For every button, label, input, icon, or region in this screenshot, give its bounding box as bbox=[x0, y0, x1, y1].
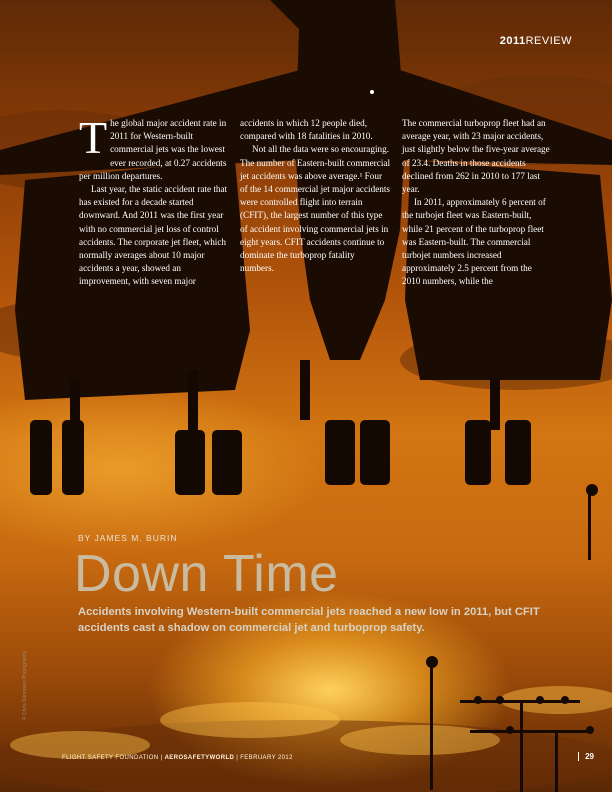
page-footer: FLIGHT SAFETY FOUNDATION | AEROSAFETYWORLD | FEBRUARY 2012 bbox=[62, 755, 293, 761]
section-label: REVIEW bbox=[525, 35, 572, 47]
section-year: 2011 bbox=[499, 35, 526, 47]
deck-subheadline: Accidents involving Western-built commercial jets reached a new low in 2011, but CFIT accidents cast a shadow on commercial jet and turboprop safety. bbox=[78, 606, 540, 634]
paragraph: In 2011, approximately 6 percent of the turbojet fleet was Eastern-built, while 21 percent of the turboprop fleet was Eastern-built. The commercial turbojet numbers increased approximately 2.5 percent from the 2010 numbers, while the bbox=[402, 197, 546, 287]
paragraph: Last year, the static accident rate that has existed for a decade started downward. And 2011 was the first year with no commercial jet loss of control accidents. The corporate jet fleet, which normally averages about 10 major accidents a year, showed an improvement, with seven major bbox=[79, 184, 228, 287]
paragraph: The global major accident rate in 2011 for Western-built commercial jets was the lowest ever recorded, at 0.27 accidents per million departures. bbox=[79, 112, 227, 181]
issue-date: FEBRUARY 2012 bbox=[240, 755, 293, 761]
section-header bbox=[500, 35, 572, 47]
paragraph: The commercial turboprop fleet had an average year, with 23 major accidents, just slightly below the five-year average of 23.4. Deaths in those accidents declined from 262 in 2010 to 177 last year. bbox=[402, 118, 550, 195]
article-column-1 bbox=[79, 112, 229, 289]
page-number: 29 bbox=[578, 752, 594, 761]
article-body bbox=[79, 112, 579, 307]
paragraph: Not all the data were so encouraging. The number of Eastern-built commercial jet accidents was above average.¹ Four of the 14 commercial jet major accidents were controlled flight into terrain (CFIT), the largest number of this type of accident involving commercial jets in eight years. CFIT accidents continue to dominate the turboprop fatality numbers. bbox=[240, 144, 391, 274]
article-column-3 bbox=[402, 117, 552, 289]
drop-cap: T bbox=[79, 112, 108, 163]
article-column-2 bbox=[240, 117, 390, 275]
headline: Down Time bbox=[74, 545, 339, 603]
byline: BY JAMES M. BURIN bbox=[78, 533, 178, 543]
navigation-light bbox=[370, 90, 374, 94]
publisher-name: FLIGHT SAFETY FOUNDATION bbox=[62, 755, 159, 761]
photo-credit: © Chris Sorensen Photography bbox=[22, 650, 28, 720]
paragraph: accidents in which 12 people died, compared with 18 fatalities in 2010. bbox=[240, 118, 373, 142]
magazine-brand: AEROSAFETYWORLD bbox=[164, 755, 235, 761]
